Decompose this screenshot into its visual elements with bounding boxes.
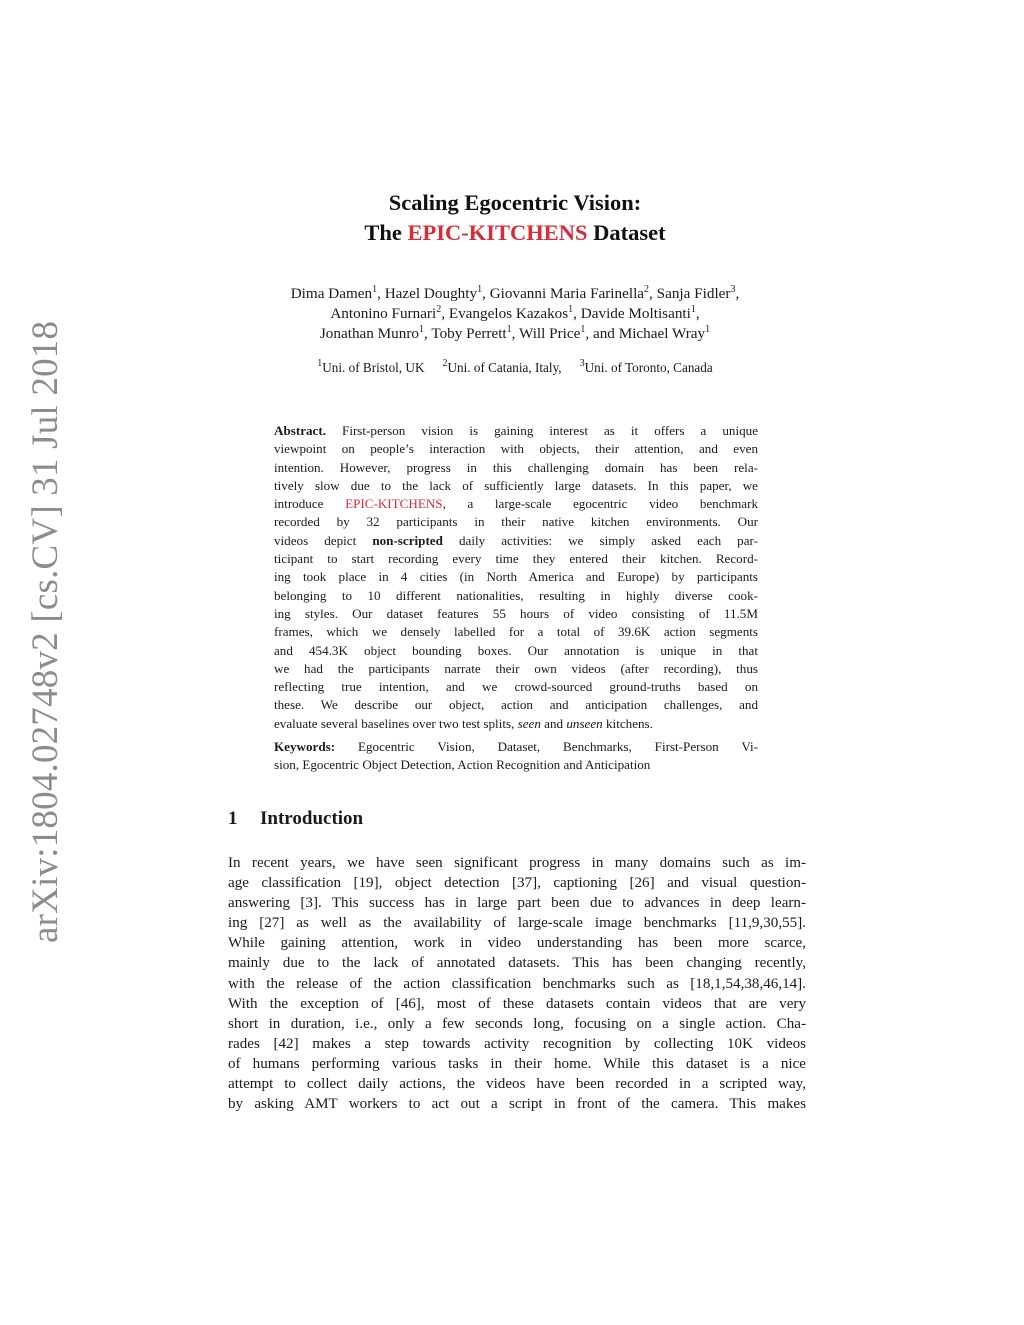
author-separator: , [695,305,700,322]
body-line: age classification [19], object detection [37], captioning [26] and visual question- [228,875,806,892]
abstract-line: ticipant to start recording every time they entered their kitchen. Record- [274,551,758,567]
emphasis-seen: seen [517,715,541,731]
author-affil-mark: 1 [506,324,512,335]
body-line: With the exception of [46], most of these datasets contain videos that are very [228,995,806,1012]
emphasis-unseen: unseen [566,715,603,731]
body-line: of humans performing various tasks in their home. While this dataset is a nice [228,1055,806,1072]
keywords-line: sion, Egocentric Object Detection, Action Recognition and Anticipation [274,757,651,773]
author-name: Sanja Fidler [656,285,731,302]
abstract-line: recorded by 32 participants in their native kitchen environments. Our [274,514,758,530]
body-line: In recent years, we have seen significant progress in many domains such as im- [228,855,806,871]
abstract-line [274,715,758,733]
abstract-text: evaluate several baselines over two test splits, [274,715,518,731]
author-affil-mark: 1 [690,304,696,315]
abstract-line: and 454.3K object bounding boxes. Our annotation is unique in that [274,642,758,658]
dataset-name: EPIC-KITCHENS [407,220,588,245]
section-title: Introduction [260,808,364,829]
abstract-line: belonging to 10 different nationalities, resulting in highly diverse cook- [274,587,758,603]
author-affil-mark: 1 [477,284,483,295]
body-line: rades [42] makes a step towards activity recognition by collecting 10K videos [228,1035,806,1052]
body-line: short in duration, i.e., only a few seconds long, focusing on a single action. Cha- [228,1015,806,1032]
body-line: answering [3]. This success has in large part been due to advances in deep learn- [228,895,806,912]
author-separator: , [441,305,449,322]
author-name: Jonathan Munro [319,325,420,342]
author-separator: , [573,305,581,322]
title-prefix: The [364,220,408,245]
abstract-line: frames, which we densely labelled for a total of 39.6K action segments [274,624,758,640]
author-affil-mark: 1 [372,284,378,295]
affiliation-mark: 3 [579,358,585,369]
emphasis-non-scripted: non-scripted [372,532,443,548]
body-line: with the release of the action classification benchmarks such as [18,1,54,38,46,14]. [228,975,806,992]
author-name: Will Price [518,325,581,342]
abstract-text: videos depict [274,532,373,548]
author-affil-mark: 1 [705,324,711,335]
body-line: by asking AMT workers to act out a script in front of the camera. This makes [228,1096,806,1113]
keywords-line [274,738,758,756]
abstract-text: First-person vision is gaining interest as it offers a unique [342,423,759,438]
abstract-line: reflecting true intention, and we crowd-sourced ground-truths based on [274,679,758,695]
author-line-2 [230,304,800,324]
affiliations [230,360,800,376]
abstract-line: we had the participants narrate their own videos (after recording), thus [274,660,758,676]
author-affil-mark: 1 [580,324,586,335]
body-line: ing [27] as well as the availability of large-scale image benchmarks [11,9,30,55]. [228,915,806,932]
abstract-line: tively slow due to the lack of sufficiently large datasets. In this paper, we [274,477,758,493]
author-name: Davide Moltisanti [580,305,691,322]
author-separator: , [482,285,490,302]
author-separator: , and [585,325,619,342]
section-heading-introduction [228,808,363,830]
body-line: While gaining attention, work in video understanding has been more scarce, [228,935,806,952]
body-line: attempt to collect daily actions, the videos have been recorded in a scripted way, [228,1076,806,1093]
affiliation-mark: 2 [442,358,448,369]
author-name: Giovanni Maria Farinella [489,285,645,302]
author-name: Toby Perrett [431,325,507,342]
abstract-line: intention. However, progress in this challenging domain has been rela- [274,459,758,475]
abstract-line: these. We describe our object, action and anticipation challenges, and [274,697,758,713]
author-name: Hazel Doughty [384,285,478,302]
affiliation-mark: 1 [317,358,323,369]
abstract-line [274,495,758,513]
affiliation-toronto: Uni. of Toronto, Canada [584,360,713,375]
body-line: mainly due to the lack of annotated datasets. This has been changing recently, [228,955,806,972]
abstract-text: daily activities: we simply asked each par- [442,532,759,548]
abstract-text: and [540,715,567,731]
affiliation-bristol: Uni. of Bristol, UK [322,360,425,375]
author-name: Dima Damen [290,285,373,302]
abstract-text: , a large-scale egocentric video benchmark [442,496,758,512]
paper-title-line-2 [230,220,800,246]
author-name: Antonino Furnari [330,305,437,322]
paper-title-line-1: Scaling Egocentric Vision: [388,190,642,215]
keywords-label: Keywords: [274,739,336,754]
author-line-1 [230,284,800,304]
author-affil-mark: 1 [419,324,425,335]
abstract-line: ing styles. Our dataset features 55 hours of video consisting of 11.5M [274,605,758,621]
author-affil-mark: 3 [730,284,736,295]
abstract-label: Abstract. [274,423,326,438]
keywords-text: Egocentric Vision, Dataset, Benchmarks, First-Person Vi- [358,739,758,754]
abstract-text: introduce [274,496,346,512]
abstract-line: viewpoint on people’s interaction with objects, their attention, and even [274,441,758,457]
author-affil-mark: 2 [436,304,442,315]
author-separator: , [511,325,519,342]
dataset-name-link: EPIC-KITCHENS [345,496,443,512]
affiliation-catania: Uni. of Catania, Italy, [447,360,562,375]
abstract [274,422,758,733]
title-suffix: Dataset [587,220,666,245]
abstract-text: kitchens. [602,715,653,731]
author-separator: , [735,285,740,302]
keywords [274,738,758,775]
author-name: Michael Wray [618,325,706,342]
abstract-line [274,422,758,440]
author-separator: , [649,285,657,302]
section-number: 1 [228,808,238,829]
abstract-line [274,532,758,550]
author-list [230,284,800,344]
author-separator: , [424,325,432,342]
author-affil-mark: 2 [644,284,650,295]
author-separator: , [377,285,385,302]
author-line-3 [230,324,800,344]
author-affil-mark: 1 [568,304,574,315]
author-name: Evangelos Kazakos [448,305,569,322]
introduction-paragraph [228,853,806,1114]
arxiv-identifier: arXiv:1804.02748v2 [cs.CV] 31 Jul 2018 [25,320,66,943]
abstract-line: ing took place in 4 cities (in North America and Europe) by participants [274,569,758,585]
